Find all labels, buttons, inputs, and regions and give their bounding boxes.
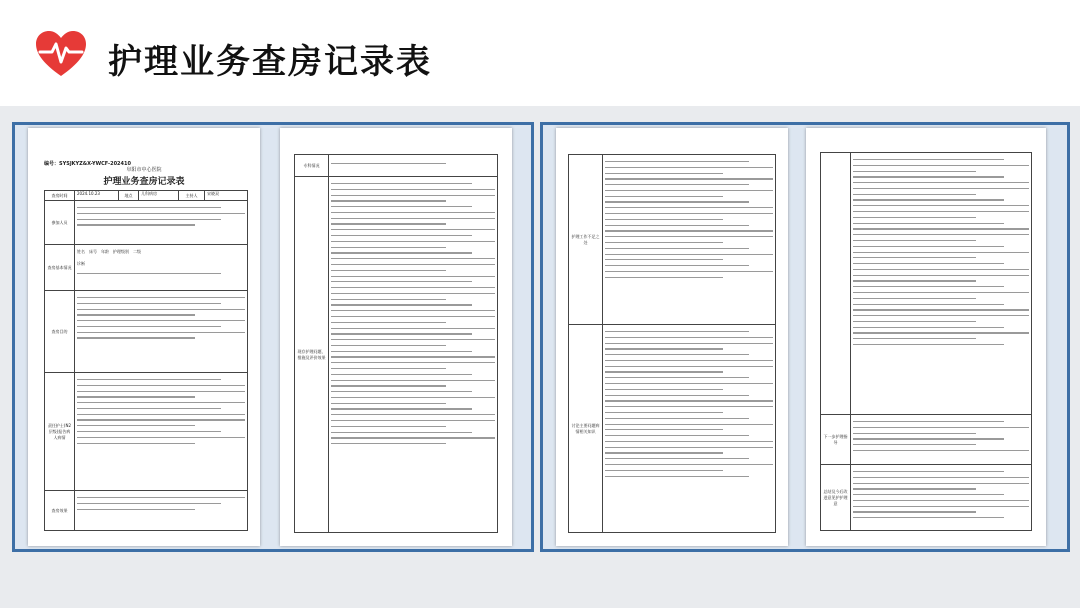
summary-content bbox=[851, 465, 1032, 531]
record-form-table-3 bbox=[568, 154, 776, 533]
heart-pulse-icon bbox=[34, 30, 88, 78]
shortcoming-label: 护理工作不足之处 bbox=[569, 155, 603, 325]
record-form-table bbox=[44, 190, 248, 531]
participants-content bbox=[75, 201, 248, 245]
bed-label: 床号 bbox=[89, 249, 97, 254]
time-label: 查房时间 bbox=[45, 191, 75, 201]
specialty-content bbox=[329, 155, 498, 177]
document-number: 编号：SYSJKYZ&X-YWCF-202410 bbox=[44, 161, 131, 167]
record-form-table-4 bbox=[820, 152, 1032, 531]
diagnosis-label: 诊断 bbox=[77, 261, 85, 266]
place-value: 儿科病房 bbox=[139, 191, 179, 201]
host-label: 主持人 bbox=[179, 191, 205, 201]
participants-label: 参加人员 bbox=[45, 201, 75, 245]
responsible-nurse-label: 责任护士(N2层级)报告病人病情 bbox=[45, 373, 75, 491]
next-step-label: 下一步护理指导 bbox=[821, 415, 851, 465]
discussion-content bbox=[603, 325, 776, 533]
responsible-nurse-report bbox=[75, 373, 248, 491]
discussion-continued bbox=[851, 153, 1032, 415]
record-form-table-2 bbox=[294, 154, 498, 533]
time-value: 2024.10.23 bbox=[75, 191, 119, 201]
record-page-4 bbox=[806, 128, 1046, 546]
slide-header bbox=[0, 0, 1080, 116]
place-label: 地点 bbox=[119, 191, 139, 201]
document-title: 护理业务查房记录表 bbox=[103, 177, 185, 187]
shortcoming-content bbox=[603, 155, 776, 325]
record-page-2 bbox=[280, 128, 512, 546]
purpose-label: 查房目的 bbox=[45, 291, 75, 373]
goal-content bbox=[75, 491, 248, 531]
care-level-label: 护理级别 bbox=[113, 249, 129, 254]
care-level-value: 二级 bbox=[133, 249, 141, 254]
basic-info-grid bbox=[75, 245, 248, 291]
problems-content bbox=[329, 177, 498, 533]
goal-label: 查房效果 bbox=[45, 491, 75, 531]
name-label: 姓名 bbox=[77, 249, 85, 254]
age-label: 年龄 bbox=[101, 249, 109, 254]
specialty-label: 专科情况 bbox=[295, 155, 329, 177]
basic-info-label: 查房基本情况 bbox=[45, 245, 75, 291]
discussion-label: 讨论主要问题病情相关知识 bbox=[569, 325, 603, 533]
slide-title: 护理业务查房记录表 bbox=[108, 42, 432, 82]
summary-label: 总结及今后改进意见护护理意 bbox=[821, 465, 851, 531]
next-step-content bbox=[851, 415, 1032, 465]
host-value: 宋晓双 bbox=[205, 191, 248, 201]
hospital-name: 阜阳市中心医院 bbox=[126, 167, 162, 173]
record-page-1 bbox=[28, 128, 260, 546]
problems-label: 现存护理问题、措施及评价效果 bbox=[295, 177, 329, 533]
purpose-content bbox=[75, 291, 248, 373]
record-page-3 bbox=[556, 128, 788, 546]
